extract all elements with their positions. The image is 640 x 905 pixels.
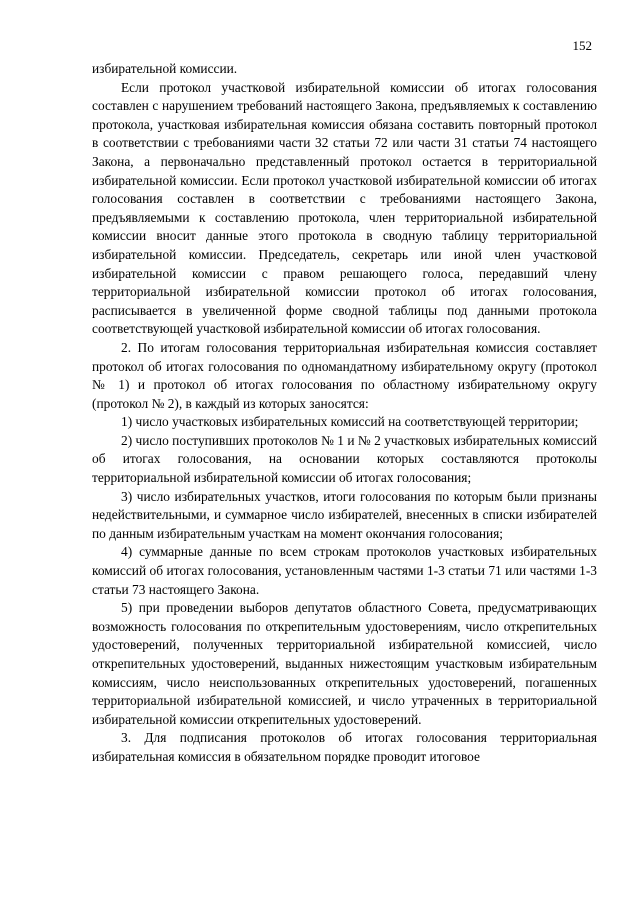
paragraph-clause-3: 3. Для подписания протоколов об итогах голосования территориальная избирательная комиссия в обязательном порядке проводит итоговое	[92, 730, 597, 764]
list-item-1: 1) число участковых избирательных комиссий на соответствующей территории;	[121, 414, 579, 430]
list-item-3: 3) число избирательных участков, итоги голосования по которым были признаны недействительными, и суммарное число избирателей, внесенных в списки избирателей по данным избирательным участкам на момент окончания голосования;	[92, 488, 597, 541]
body-text	[92, 60, 597, 767]
paragraph-clause-2: 2. По итогам голосования территориальная избирательная комиссия составляет протокол об итогах голосования по одномандатному избирательному округу (протокол № 1) и протокол об итогах голосования по областному избирательному округу (протокол № 2), в каждый из которых заносятся:	[92, 339, 597, 411]
list-item-4: 4) суммарные данные по всем строкам протоколов участковых избирательных комиссий об итогах голосования, установленным частями 1-3 статьи 71 или частями 1-3 статьи 73 настоящего Закона.	[92, 544, 597, 597]
paragraph-continuation: избирательной комиссии.	[92, 61, 238, 76]
list-item-5: 5) при проведении выборов депутатов областного Совета, предусматривающих возможность голосования по открепительным удостоверениям, число открепительных удостоверений, полученных территориальной избирательной комиссией, число открепительных удостоверений, выданных нижестоящим участковым избирательным комиссиям, число неиспользованных открепительных удостоверений, погашенных территориальной избирательной комиссией, и число утраченных в территориальной избирательной комиссии открепительных удостоверений.	[92, 600, 597, 727]
page-number: 152	[572, 38, 592, 53]
list-item-2: 2) число поступивших протоколов № 1 и № 2 участковых избирательных комиссий об итогах голосования, на основании которых составляются протоколы территориальной избирательной комиссии об итогах голосования;	[92, 432, 597, 486]
paragraph-protocol-violation: Если протокол участковой избирательной комиссии об итогах голосования составлен с нарушением требований настоящего Закона, предъявляемых к составлению протокола, участковая избирательная комиссия обязана составить повторный протокол в соответствии с требованиями части 32 статьи 72 или части 31 статьи 74 настоящего Закона, а первоначально представленный протокол остается в территориальной избирательной комиссии. Если протокол участковой избирательной комиссии об итогах голосования составлен в соответствии с требованиями настоящего Закона, предъявляемыми к составлению протокола, член территориальной избирательной комиссии вносит данные этого протокола в сводную таблицу территориальной избирательной комиссии. Председатель, секретарь или иной член участковой избирательной комиссии с правом решающего голоса, передавший члену территориальной избирательной комиссии протокол об итогах голосования, расписывается в увеличенной форме сводной таблицы под данными протокола соответствующей участковой избирательной комиссии об итогах голосования.	[92, 79, 597, 337]
